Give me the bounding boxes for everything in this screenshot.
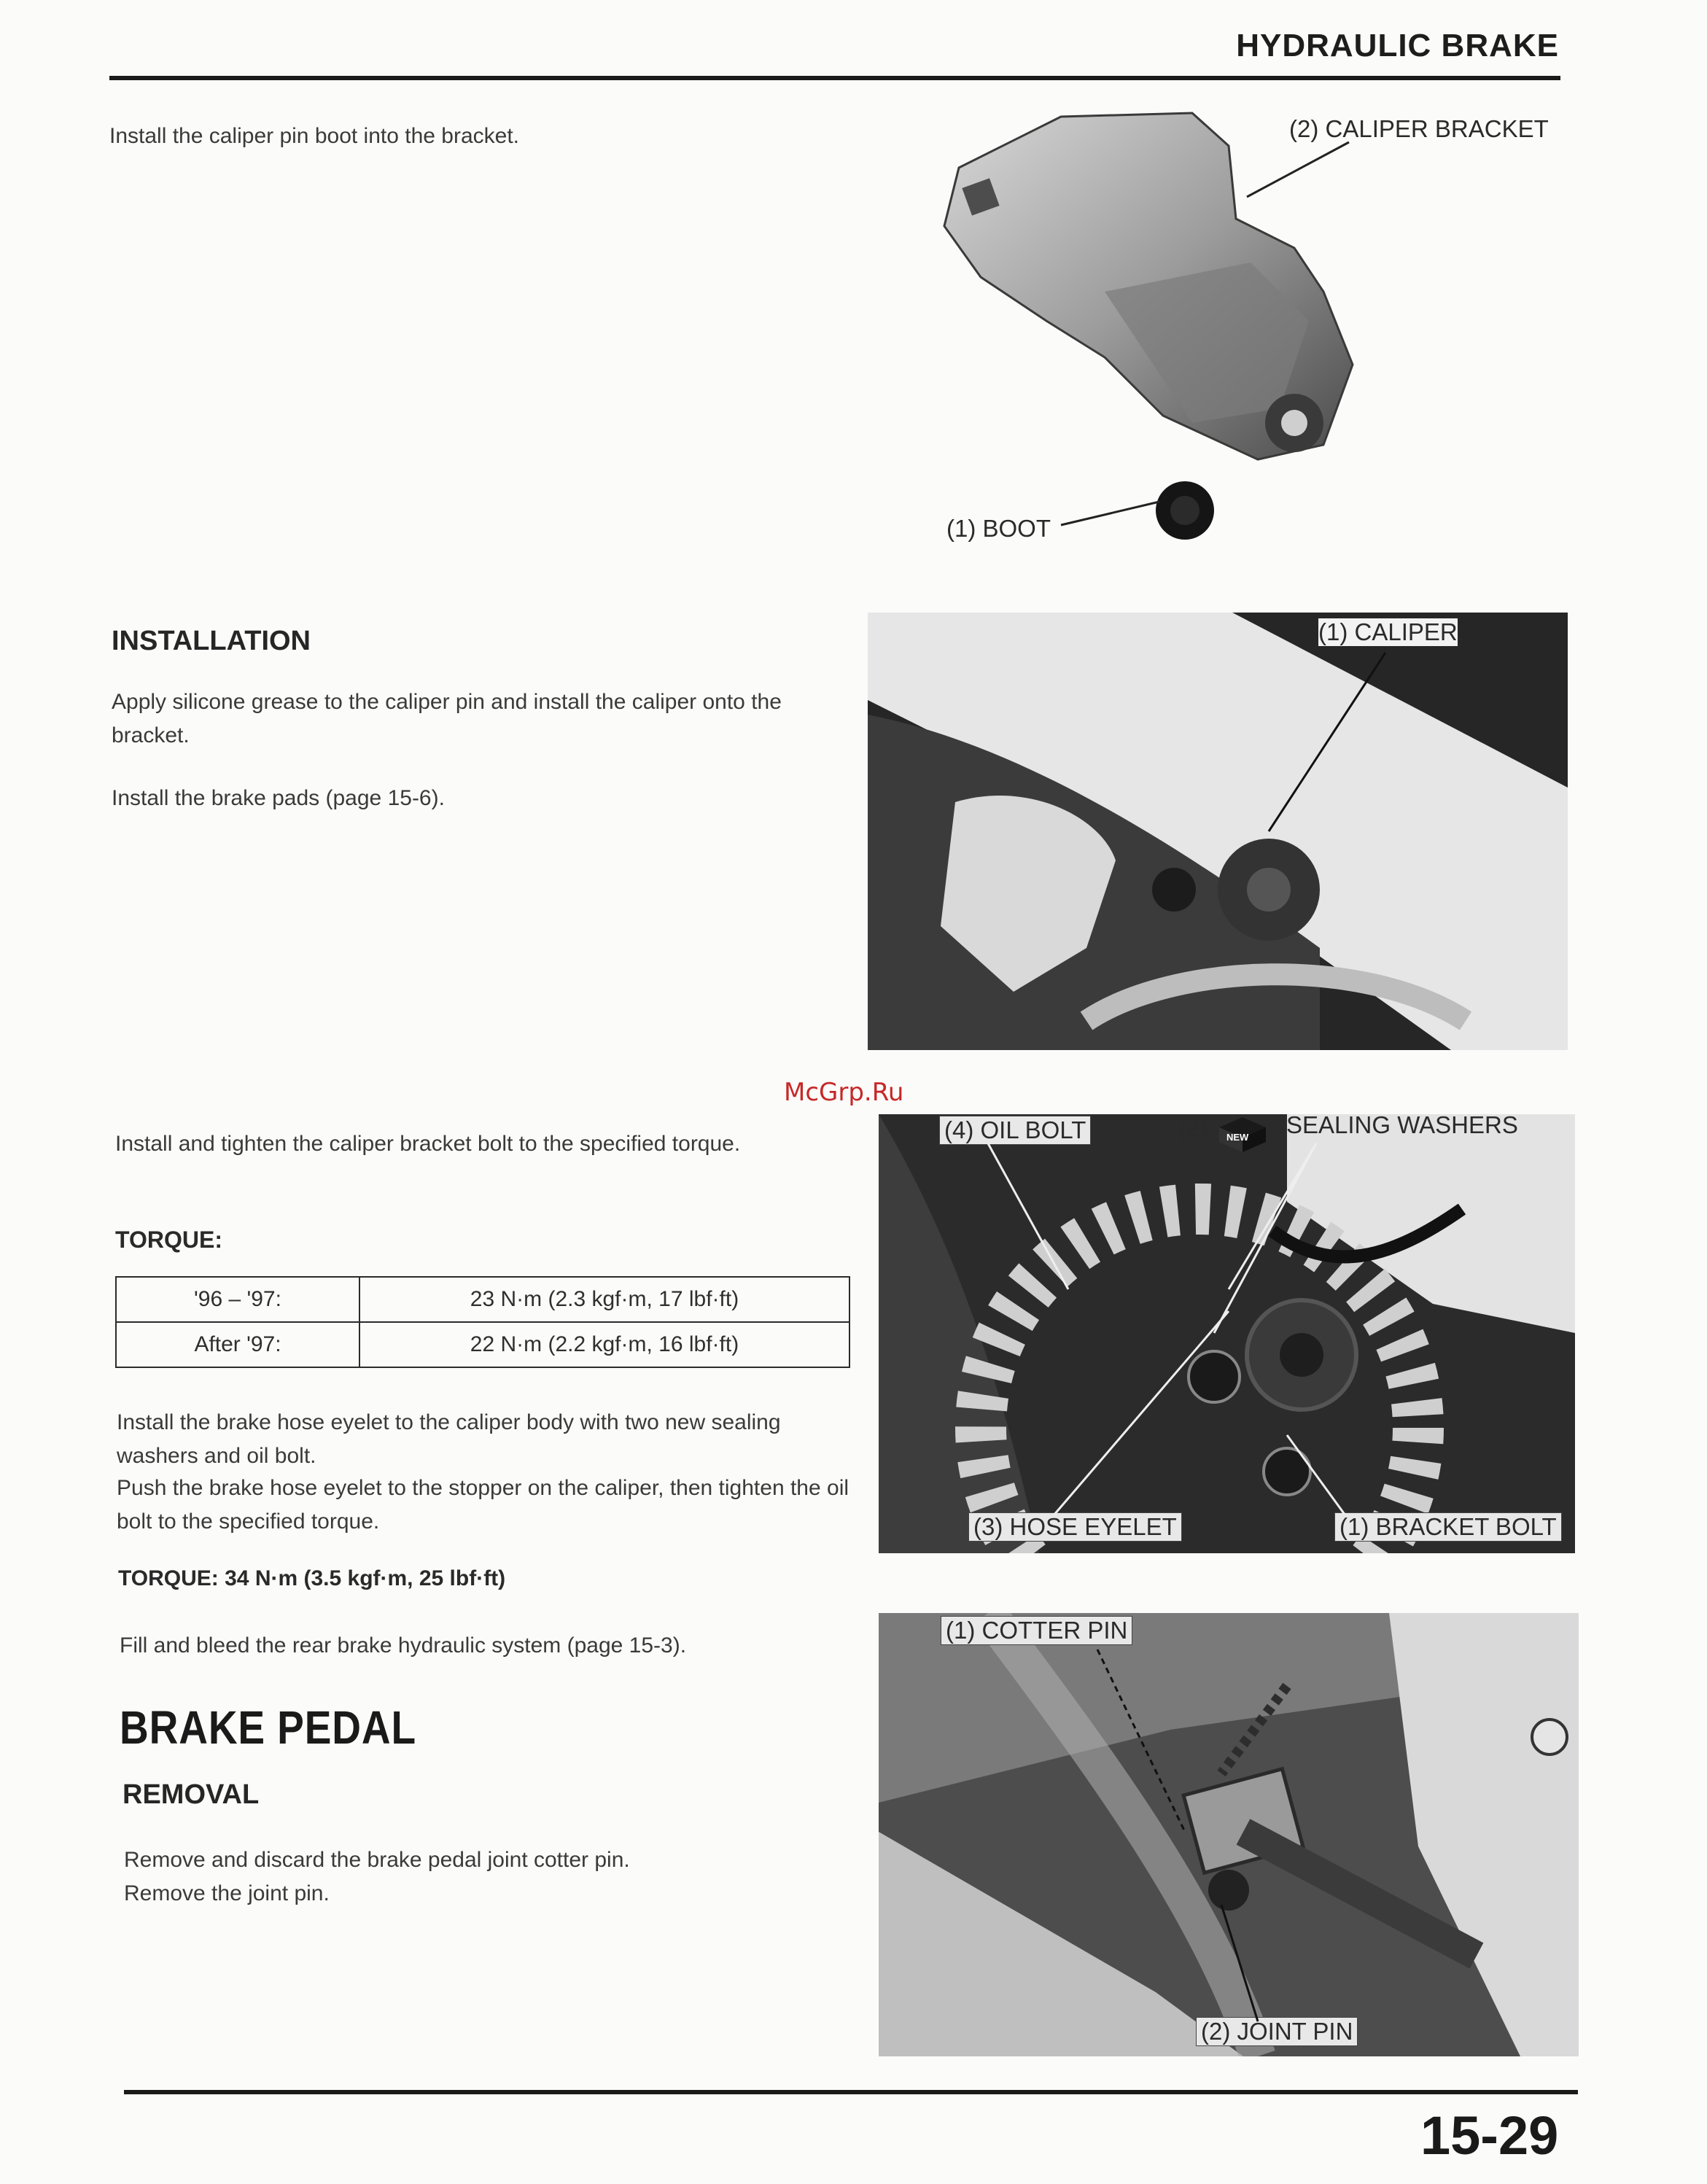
table-row (116, 1322, 849, 1367)
leader-line-bracket (1240, 139, 1356, 204)
hose-eyelet-para: Install the brake hose eyelet to the caliper body with two new sealing washers and oil bolt. (117, 1410, 781, 1468)
callout-washers-num: (2) (1178, 1114, 1208, 1141)
torque-period-cell: '96 – '97: (116, 1277, 359, 1322)
torque-table (115, 1276, 850, 1368)
brake-pedal-heading: BRAKE PEDAL (120, 1701, 416, 1754)
step-boot-text: Install the caliper pin boot into the bracket. (109, 124, 520, 148)
watermark: McGrp.Ru (784, 1078, 904, 1107)
leader-lines-pedal-photo (879, 1613, 1579, 2056)
push-eyelet-para: Push the brake hose eyelet to the stopper on the caliper, then tighten the oil bolt to the specified torque. (117, 1476, 849, 1534)
callout-sealing-washers: SEALING WASHERS (1286, 1111, 1518, 1138)
bleed-para: Fill and bleed the rear brake hydraulic system (page 15-3). (120, 1633, 687, 1658)
page-number: 15-29 (1420, 2105, 1559, 2166)
caliper-install-photo (868, 613, 1568, 1050)
removal-para2: Remove the joint pin. (124, 1881, 330, 1905)
torque-value-cell: 23 N·m (2.3 kgf·m, 17 lbf·ft) (359, 1277, 849, 1322)
callout-cotter-pin: (1) COTTER PIN (941, 1616, 1132, 1645)
callout-oil-bolt: (4) OIL BOLT (939, 1116, 1091, 1145)
new-badge-label: NEW (1226, 1132, 1249, 1143)
leader-line-caliper (1261, 649, 1393, 839)
oil-bolt-torque: TORQUE: 34 N·m (3.5 kgf·m, 25 lbf·ft) (118, 1566, 506, 1590)
callout-hose-eyelet: (3) HOSE EYELET (968, 1512, 1182, 1542)
installation-para1: Apply silicone grease to the caliper pin and install the caliper onto the bracket. (112, 690, 782, 747)
callout-bracket-bolt: (1) BRACKET BOLT (1334, 1512, 1562, 1542)
callout-caliper-bracket: (2) CALIPER BRACKET (1289, 115, 1549, 142)
table-row (116, 1277, 849, 1322)
footer-rule (124, 2090, 1578, 2094)
removal-subheading: REMOVAL (123, 1779, 260, 1810)
torque-label: TORQUE: (115, 1227, 222, 1253)
leader-line-boot (1057, 496, 1167, 540)
caliper-bracket-photo (915, 102, 1542, 540)
callout-boot: (1) BOOT (946, 515, 1051, 542)
callout-joint-pin: (2) JOINT PIN (1196, 2017, 1358, 2046)
torque-period-cell: After '97: (116, 1322, 359, 1367)
bracket-bolt-para: Install and tighten the caliper bracket bolt to the specified torque. (115, 1132, 741, 1156)
installation-heading: INSTALLATION (112, 626, 311, 656)
torque-value-cell: 22 N·m (2.2 kgf·m, 16 lbf·ft) (359, 1322, 849, 1367)
removal-para1: Remove and discard the brake pedal joint cotter pin. (124, 1848, 630, 1872)
leader-lines-bracket-photo (879, 1114, 1575, 1553)
installation-para2: Install the brake pads (page 15-6). (112, 786, 445, 810)
callout-caliper: (1) CALIPER (1318, 618, 1458, 645)
header-rule (109, 76, 1560, 80)
section-title: HYDRAULIC BRAKE (1236, 28, 1559, 63)
